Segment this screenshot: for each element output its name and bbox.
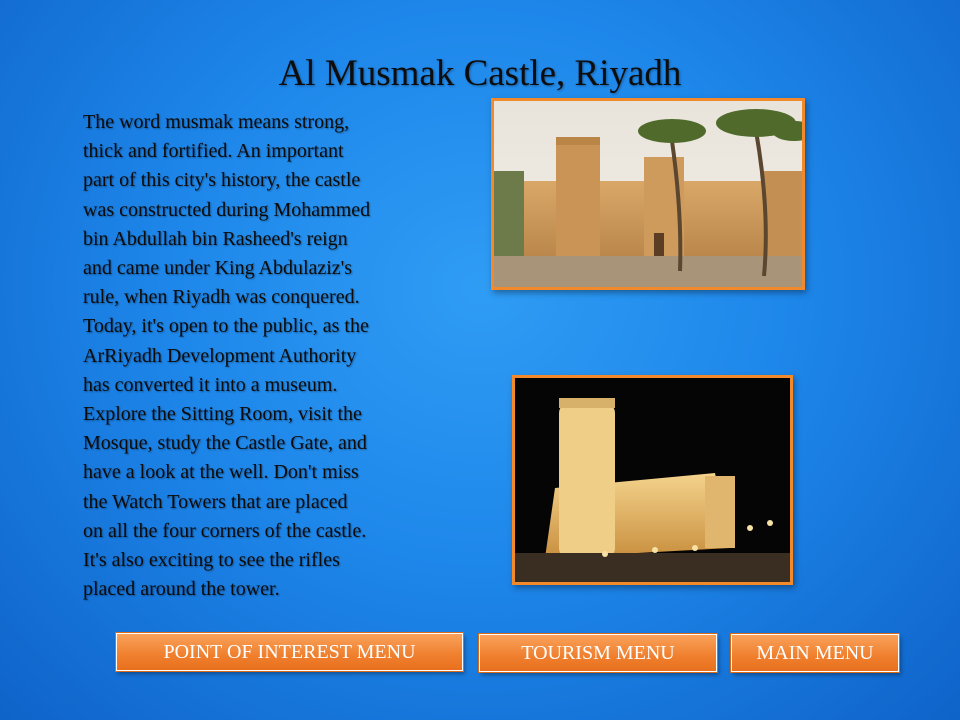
main-menu-button[interactable]: MAIN MENU [731, 634, 899, 672]
tourism-menu-button[interactable]: TOURISM MENU [479, 634, 717, 672]
point-of-interest-menu-button[interactable]: POINT OF INTEREST MENU [116, 633, 463, 671]
castle-night-photo [512, 375, 793, 585]
slide-title: Al Musmak Castle, Riyadh [278, 53, 682, 94]
castle-daytime-photo [491, 98, 805, 290]
slide-body-text: The word musmak means strong, thick and fortified. An important part of this city's history, the castle was constructed during Mohammed bin Abdullah bin Rasheed's reign and came under King Abdulaziz's rule, when Riyadh was conquered. Today, it's open to the public, as the ArRiyadh Development Authority has converted it into a museum. Explore the Sitting Room, visit the Mosque, study the Castle Gate, and have a look at the well. Don't miss the Watch Towers that are placed on all the four corners of the castle. It's also exciting to see the rifles placed around the tower. [83, 111, 371, 601]
